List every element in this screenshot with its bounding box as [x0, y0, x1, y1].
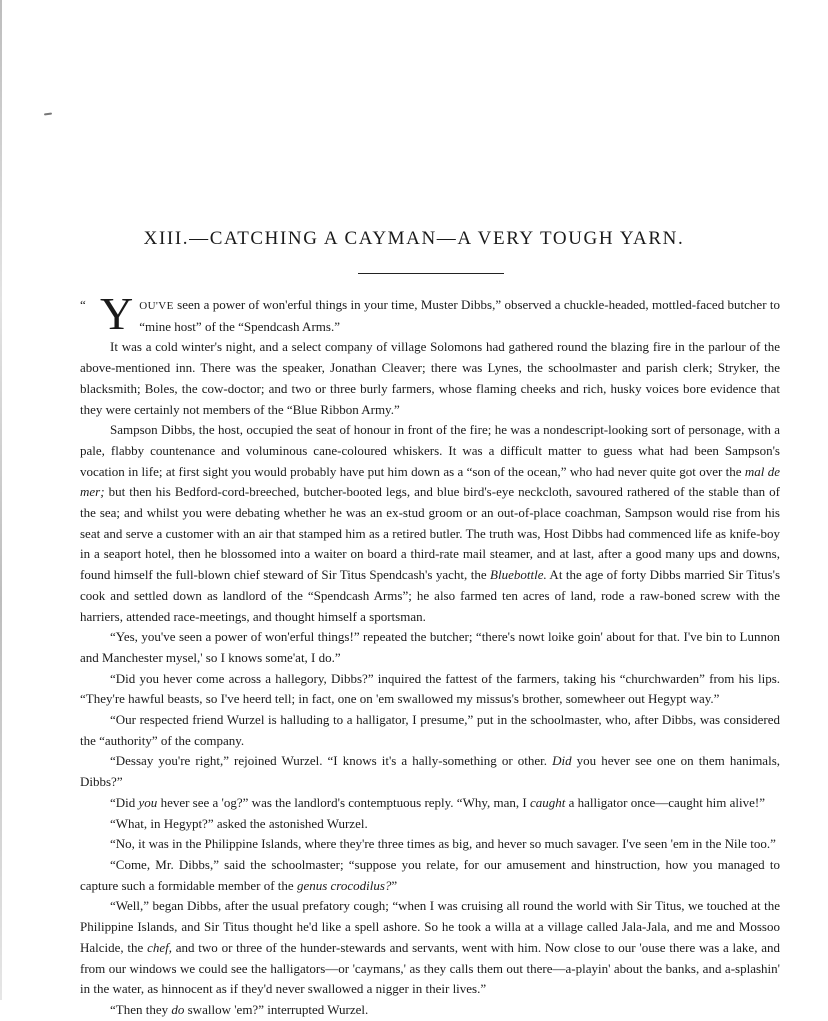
opening-text: seen a power of won'erful things in your time, Muster Dibbs,” observed a chuckle-headed, mottled-faced butcher to “mine host” of the “Spendcash Arms.”	[139, 297, 780, 334]
paragraph-8: “What, in Hegypt?” asked the astonished Wurzel.	[110, 815, 368, 831]
paragraph-4: “Did you hever come across a hallegory, Dibbs?” inquired the fattest of the farmers, taking his “churchwarden” from his lips. “They're hawful beasts, so I've heerd tell; in fact, one on 'em swallowed my missus's brother, somewheer out Hegypt way.”	[80, 670, 780, 707]
text-run: swallow 'em?” interrupted Wurzel.	[184, 1001, 369, 1017]
italic-run: Bluebottle.	[490, 567, 547, 583]
text-run: “Well,” began Dibbs, after the usual prefatory cough; “when I was cruising all round the world with Sir Titus, we touched at the Philippine Islands, and Sir Titus thought he'd like a spell ashore. So he took a willa at a village called Jala-Jala, and me and Mossoo Halcide, the	[80, 898, 780, 955]
paragraph-10	[80, 855, 780, 896]
text-run: you hever see one on them hanimals, Dibbs?”	[80, 753, 780, 790]
opening-quote: “	[80, 297, 86, 312]
italic-run: you	[138, 794, 158, 810]
italic-run: Did	[552, 753, 572, 769]
text-run: At the age of forty Dibbs married Sir Titus's cook and settled down as landlord of the “Spendcash Arms”; he also farmed ten acres of land, rode a raw-boned screw with the harriers, attended race-meetings, and thought himself a sportsman.	[80, 567, 781, 624]
text-run: hever see a 'og?” was the landlord's contemptuous reply. “Why, man, I	[157, 794, 530, 810]
text-run: “Then they	[110, 1001, 172, 1017]
italic-run: mal de mer;	[80, 463, 780, 500]
opening-paragraph	[80, 288, 780, 339]
paragraph-11	[80, 896, 780, 1000]
page-edge-shadow	[0, 0, 2, 1000]
paragraph-9: “No, it was in the Philippine Islands, where they're three times as big, and hever so much savager. I've seen 'em in the Nile too.”	[110, 836, 776, 852]
italic-run: caught	[529, 794, 566, 810]
paragraph-1: It was a cold winter's night, and a select company of village Solomons had gathered round the blazing fire in the parlour of the above-mentioned inn. There was the speaker, Jonathan Cleaver; there was Lynes, the schoolmaster and parish clerk; Stryker, the blacksmith; Boles, the cow-doctor; and two or three burly farmers, whose flaming cheeks and rich, husky voices bore evidence that they were certainly not members of the “Blue Ribbon Army.”	[80, 339, 780, 417]
chapter-body	[80, 288, 781, 1021]
text-run: and two or three of the hunder-stewards and servants, went with him. Now close to our 'ouse there was a lake, and from our windows we could see the halligators—or 'caymans,' as they calls them out there—a-playin' about the banks, and a-splashin' in the water, as hinnocent as if they'd never swallowed a nigger in their lives.”	[80, 939, 780, 997]
text-run: but then his Bedford-cord-breeched, butcher-booted legs, and blue bird's-eye neckcloth, savoured rathered of the stable than of the sea; and whilst you were debating whether he was an ex-stud groom or an out-of-place coachman, Sampson would rise from his seat and serve a customer with an air that stamped him as a retired butler. The truth was, Host Dibbs had commenced life as knife-boy in a seaport hotel, then he blossomed into a waiter on board a third-rate mail steamer, and at last, after a good many ups and downs, found himself the full-blown chief steward of Sir Titus Spendcash's yacht, the	[80, 484, 780, 583]
paragraph-5: “Our respected friend Wurzel is halluding to a halligator, I presume,” put in the schoolmaster, who, after Dibbs, was considered the “authority” of the company.	[80, 712, 780, 748]
paragraph-2	[80, 420, 780, 627]
opening-wrap	[80, 288, 780, 339]
text-run: “Did	[110, 794, 139, 810]
text-run: “Dessay you're right,” rejoined Wurzel. “I knows it's a hally-something or other.	[110, 753, 553, 769]
text-run: “Come, Mr. Dibbs,” said the schoolmaster; “suppose you relate, for our amusement and hinstruction, how you managed to capture such a formidable member of the	[80, 856, 780, 893]
italic-run: chef,	[147, 939, 172, 955]
ink-speck	[44, 112, 52, 115]
paragraph-7	[80, 793, 780, 814]
text-run: Sampson Dibbs, the host, occupied the seat of honour in front of the fire; he was a nondescript-looking sort of personage, with a pale, flabby countenance and voluminous cane-coloured whiskers. It was a difficult matter to guess what had been Sampson's vocation in life; at first sight you would probably have put him down as a “son of the ocean,” who had never quite got over the	[80, 422, 780, 479]
drop-cap: Y	[100, 288, 134, 339]
title-rule	[358, 273, 504, 274]
paragraph-12	[80, 1000, 780, 1021]
italic-run: do	[171, 1001, 185, 1017]
paragraph-3: “Yes, you've seen a power of won'erful things!” repeated the butcher; “there's nowt loike goin' about for that. I've bin to Lunnon and Manchester mysel,' so I knows some'at, I do.”	[80, 629, 780, 665]
text-run: ”	[391, 877, 398, 893]
opening-small-caps: OU'VE	[139, 300, 174, 312]
paragraph-6	[80, 751, 780, 792]
text-run: a halligator once—caught him alive!”	[565, 794, 765, 810]
italic-run: genus crocodilus?	[296, 877, 392, 893]
chapter-title: XIII.—CATCHING A CAYMAN—A VERY TOUGH YARN.	[143, 228, 685, 249]
